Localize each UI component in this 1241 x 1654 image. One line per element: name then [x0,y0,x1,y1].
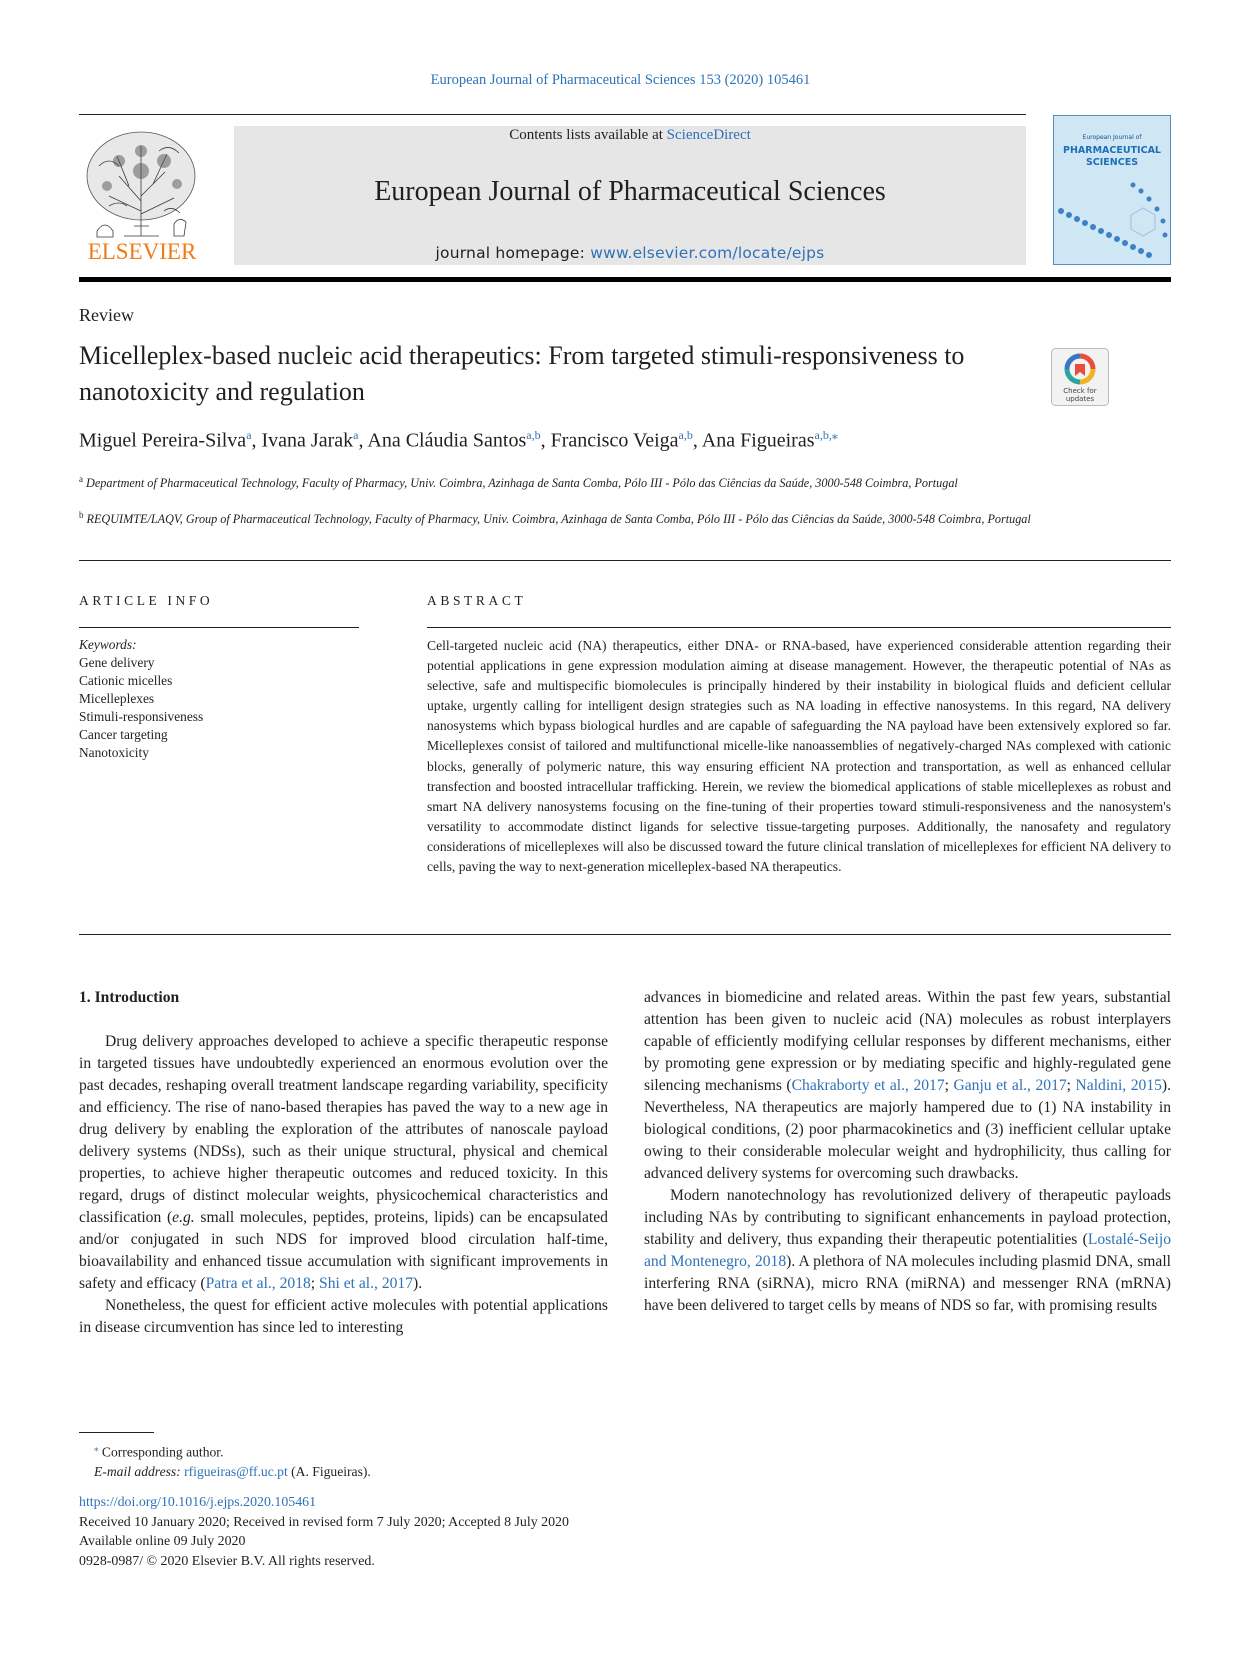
copyright-notice: 0928-0987/ © 2020 Elsevier B.V. All rights reserved. [79,1553,375,1569]
journal-masthead [234,126,1026,265]
body-column-right [644,987,1171,1317]
publication-info [79,1493,879,1571]
top-rule [79,114,1026,115]
article-title: Micelleplex-based nucleic acid therapeutics: From targeted stimuli-responsiveness to nanotoxicity and regulation [79,341,965,406]
abstract-text: Cell-targeted nucleic acid (NA) therapeutics, either DNA- or RNA-based, have experienced considerable attention regarding their potential applications in gene expression modulation aiming at disease management. However, the therapeutic potential of NAs as selective, safe and multispecific biomolecules is principally hindered by their instability in biological fluids and deficient cellular uptake, urgently calling for intelligent design strategies such as NA loading in effective nanosystems. In this regard, NA delivery nanosystems which bypass biological hurdles and are capable of safeguarding the NA payload have been extensively explored so far. Micelleplexes consist of tailored and multifunctional micelle-like nanoassemblies of negatively-charged NAs complexed with cationic blocks, generally of polymeric nature, this way ensuring efficient NA protection and transportation, as well as enhanced cellular transfection and boosted intracellular trafficking. Herein, we review the biomedical applications of stable micelleplexes as robust and smart NA delivery nanosystems focusing on the fine-tuning of their properties toward stimuli-responsiveness and the nanosystem's versatility to accommodate distinct ligands for selective tissue-targeting purposes. Additionally, the nanosafety and regulatory considerations of micelleplexes will also be discussed toward the future clinical translation of micelleplexes for efficient NA delivery to cells, paving the way to next-generation micelleplex-based NA therapeutics. [427,638,1171,875]
keyword: Micelleplexes [79,691,155,706]
reference-link[interactable]: Chakraborty et al., 2017 [791,1077,945,1094]
journal-homepage-line [234,244,1026,262]
keywords-label: Keywords: [79,637,137,652]
keyword: Stimuli-responsiveness [79,709,204,724]
article-info-heading: ARTICLE INFO [79,593,214,608]
reference-link[interactable]: Naldini, 2015 [1075,1077,1162,1094]
section-heading: 1. Introduction [79,989,180,1006]
contents-prefix: Contents lists available at [509,127,667,143]
journal-citation[interactable]: European Journal of Pharmaceutical Sciences 153 (2020) 105461 [430,72,811,88]
reference-link[interactable]: Lostalé-Seijo and Montenegro, 2018 [644,1231,1171,1270]
journal-homepage-link[interactable]: www.elsevier.com/locate/ejps [590,244,825,262]
footnote-rule [79,1432,154,1433]
body-paragraph: Nonetheless, the quest for efficient active molecules with potential applications in disease circumvention has since led to interesting [79,1297,608,1336]
affiliation-text: REQUIMTE/LAQV, Group of Pharmaceutical Technology, Faculty of Pharmacy, Univ. Coimbra, Azinhaga de Santa Comba, Pólo III - Pólo das Ciências da Saúde, 3000-548 Coimbra, Portugal [86,512,1031,527]
keyword: Gene delivery [79,655,155,670]
svg-text:Check for: Check for [1063,387,1097,395]
journal-cover-image[interactable] [1053,115,1171,265]
keyword: Nanotoxicity [79,745,149,760]
keyword: Cationic micelles [79,673,173,688]
affiliation-a [79,470,1039,492]
reference-link[interactable]: Patra et al., 2018 [205,1275,311,1292]
divider [79,560,1171,561]
author-name: Miguel Pereira-Silva [79,429,247,452]
reference-link[interactable]: Ganju et al., 2017 [953,1077,1067,1094]
body-paragraph: Modern nanotechnology has revolutionized delivery of therapeutic payloads including NAs by contributing to significant enhancements in payload protection, stability and delivery, thus expanding their therapeutic potentialities (Lostalé-Seijo and Montenegro, 2018). A plethora of NA molecules including plasmid DNA, small interfering RNA (siRNA), micro RNA (miRNA) and messenger RNA (mRNA) have been delivered to target cells by means of NDS so far, with promising results [644,1187,1171,1314]
author-name: Ana Cláudia Santos [367,429,527,452]
elsevier-wordmark: ELSEVIER [87,239,197,264]
divider [427,627,1171,628]
divider [79,934,1171,935]
body-paragraph: Drug delivery approaches developed to achieve a specific therapeutic response in targeted tissues have undoubtedly experienced an enormous evolution over the past decades, reshaping overall treatment landscape regarding variability, specificity and efficiency. The rise of nano-based therapies has paved the way to a new age in drug delivery by enabling the exploration of the attributes of nanoscale payload delivery systems (NDSs), such as their unique structural, physical and chemical properties, to achieve higher therapeutic outcomes and reduced toxicity. In this regard, drugs of distinct molecular weights, physicochemical characteristics and classification (e.g. small molecules, peptides, proteins, lipids) can be encapsulated and/or conjugated in such NDS for improved blood circulation half-time, bioavailability and enhanced tissue accumulation with significant improvements in safety and efficacy (Patra et al., 2018; Shi et al., 2017). [79,1033,608,1292]
doi-link[interactable]: https://doi.org/10.1016/j.ejps.2020.105461 [79,1495,317,1510]
received-dates: Received 10 January 2020; Received in revised form 7 July 2020; Accepted 8 July 2020 [79,1514,569,1530]
article-type: Review [79,305,134,325]
author-affiliation-link[interactable]: a [246,428,252,442]
email-link[interactable]: rfigueiras@ff.uc.pt [184,1463,288,1479]
author-list: Miguel Pereira-Silva$^a$, Ivana Jarak$^a$, Ana Cláudia Santos$^{a,b}$, Francisco Veiga$^{a,b}$, Ana Figueiras$^{a,b,⁎}$ [79,428,838,452]
abstract-heading: ABSTRACT [427,593,527,608]
svg-text:European Journal of: European Journal of [1082,134,1142,141]
email-note: E-mail address: rfigueiras@ff.uc.pt (A. Figueiras). [94,1463,371,1479]
author-affiliation-link[interactable]: a,b [678,428,693,442]
divider [79,627,359,628]
affiliation-b [79,506,1039,528]
footnotes [79,1439,779,1481]
contents-available-line [234,127,1026,144]
homepage-prefix: journal homepage: [435,244,591,262]
elsevier-logo[interactable] [79,126,206,266]
affiliation-text: Department of Pharmaceutical Technology, Faculty of Pharmacy, Univ. Coimbra, Azinhaga de Santa Comba, Pólo III - Pólo das Ciências da Saúde, 3000-548 Coimbra, Portugal [86,476,958,491]
svg-text:updates: updates [1065,395,1095,403]
author-name: Ivana Jarak [261,429,354,452]
author-affiliation-link[interactable]: a [353,428,359,442]
author-name: Francisco Veiga [550,429,679,452]
journal-cover-art [1053,115,1171,265]
affiliation-marker: a [79,474,83,484]
body-column-left [79,987,608,1339]
reference-link[interactable]: Shi et al., 2017 [319,1275,414,1292]
svg-text:SCIENCES: SCIENCES [1085,157,1139,168]
body-paragraph: advances in biomedicine and related areas. Within the past few years, substantial attention has been given to nucleic acid (NA) molecules as robust interplayers capable of efficiently modifying cellular responses by different mechanisms, either by promoting gene expression or by mediating specific and highly-regulated gene silencing mechanisms (Chakraborty et al., 2017; Ganju et al., 2017; Naldini, 2015). Nevertheless, NA therapeutics are majorly hampered due to (1) NA instability in biological conditions, (2) poor pharmacokinetics and (3) inefficient cellular uptake owing to their considerable molecular weight and hydrophilicity, thus calling for advanced delivery systems for overcoming such drawbacks. [644,989,1172,1182]
sciencedirect-link[interactable]: ScienceDirect [666,127,751,143]
check-for-updates-badge[interactable] [1051,348,1109,406]
available-online-date: Available online 09 July 2020 [79,1534,246,1550]
header-thick-rule [79,277,1171,282]
affiliation-marker: b [79,510,84,520]
svg-text:PHARMACEUTICAL: PHARMACEUTICAL [1063,145,1161,156]
author-affiliation-link[interactable]: a,b,⁎ [814,428,838,442]
author-affiliation-link[interactable]: a,b [526,428,541,442]
elsevier-tree-icon [79,126,206,266]
keywords-block [79,636,359,762]
check-for-updates-icon [1051,348,1109,406]
corresponding-author-note: ⁎ Corresponding author. [94,1443,224,1460]
journal-name: European Journal of Pharmaceutical Sciences [374,176,886,207]
keyword: Cancer targeting [79,727,168,742]
author-name: Ana Figueiras [701,429,815,452]
